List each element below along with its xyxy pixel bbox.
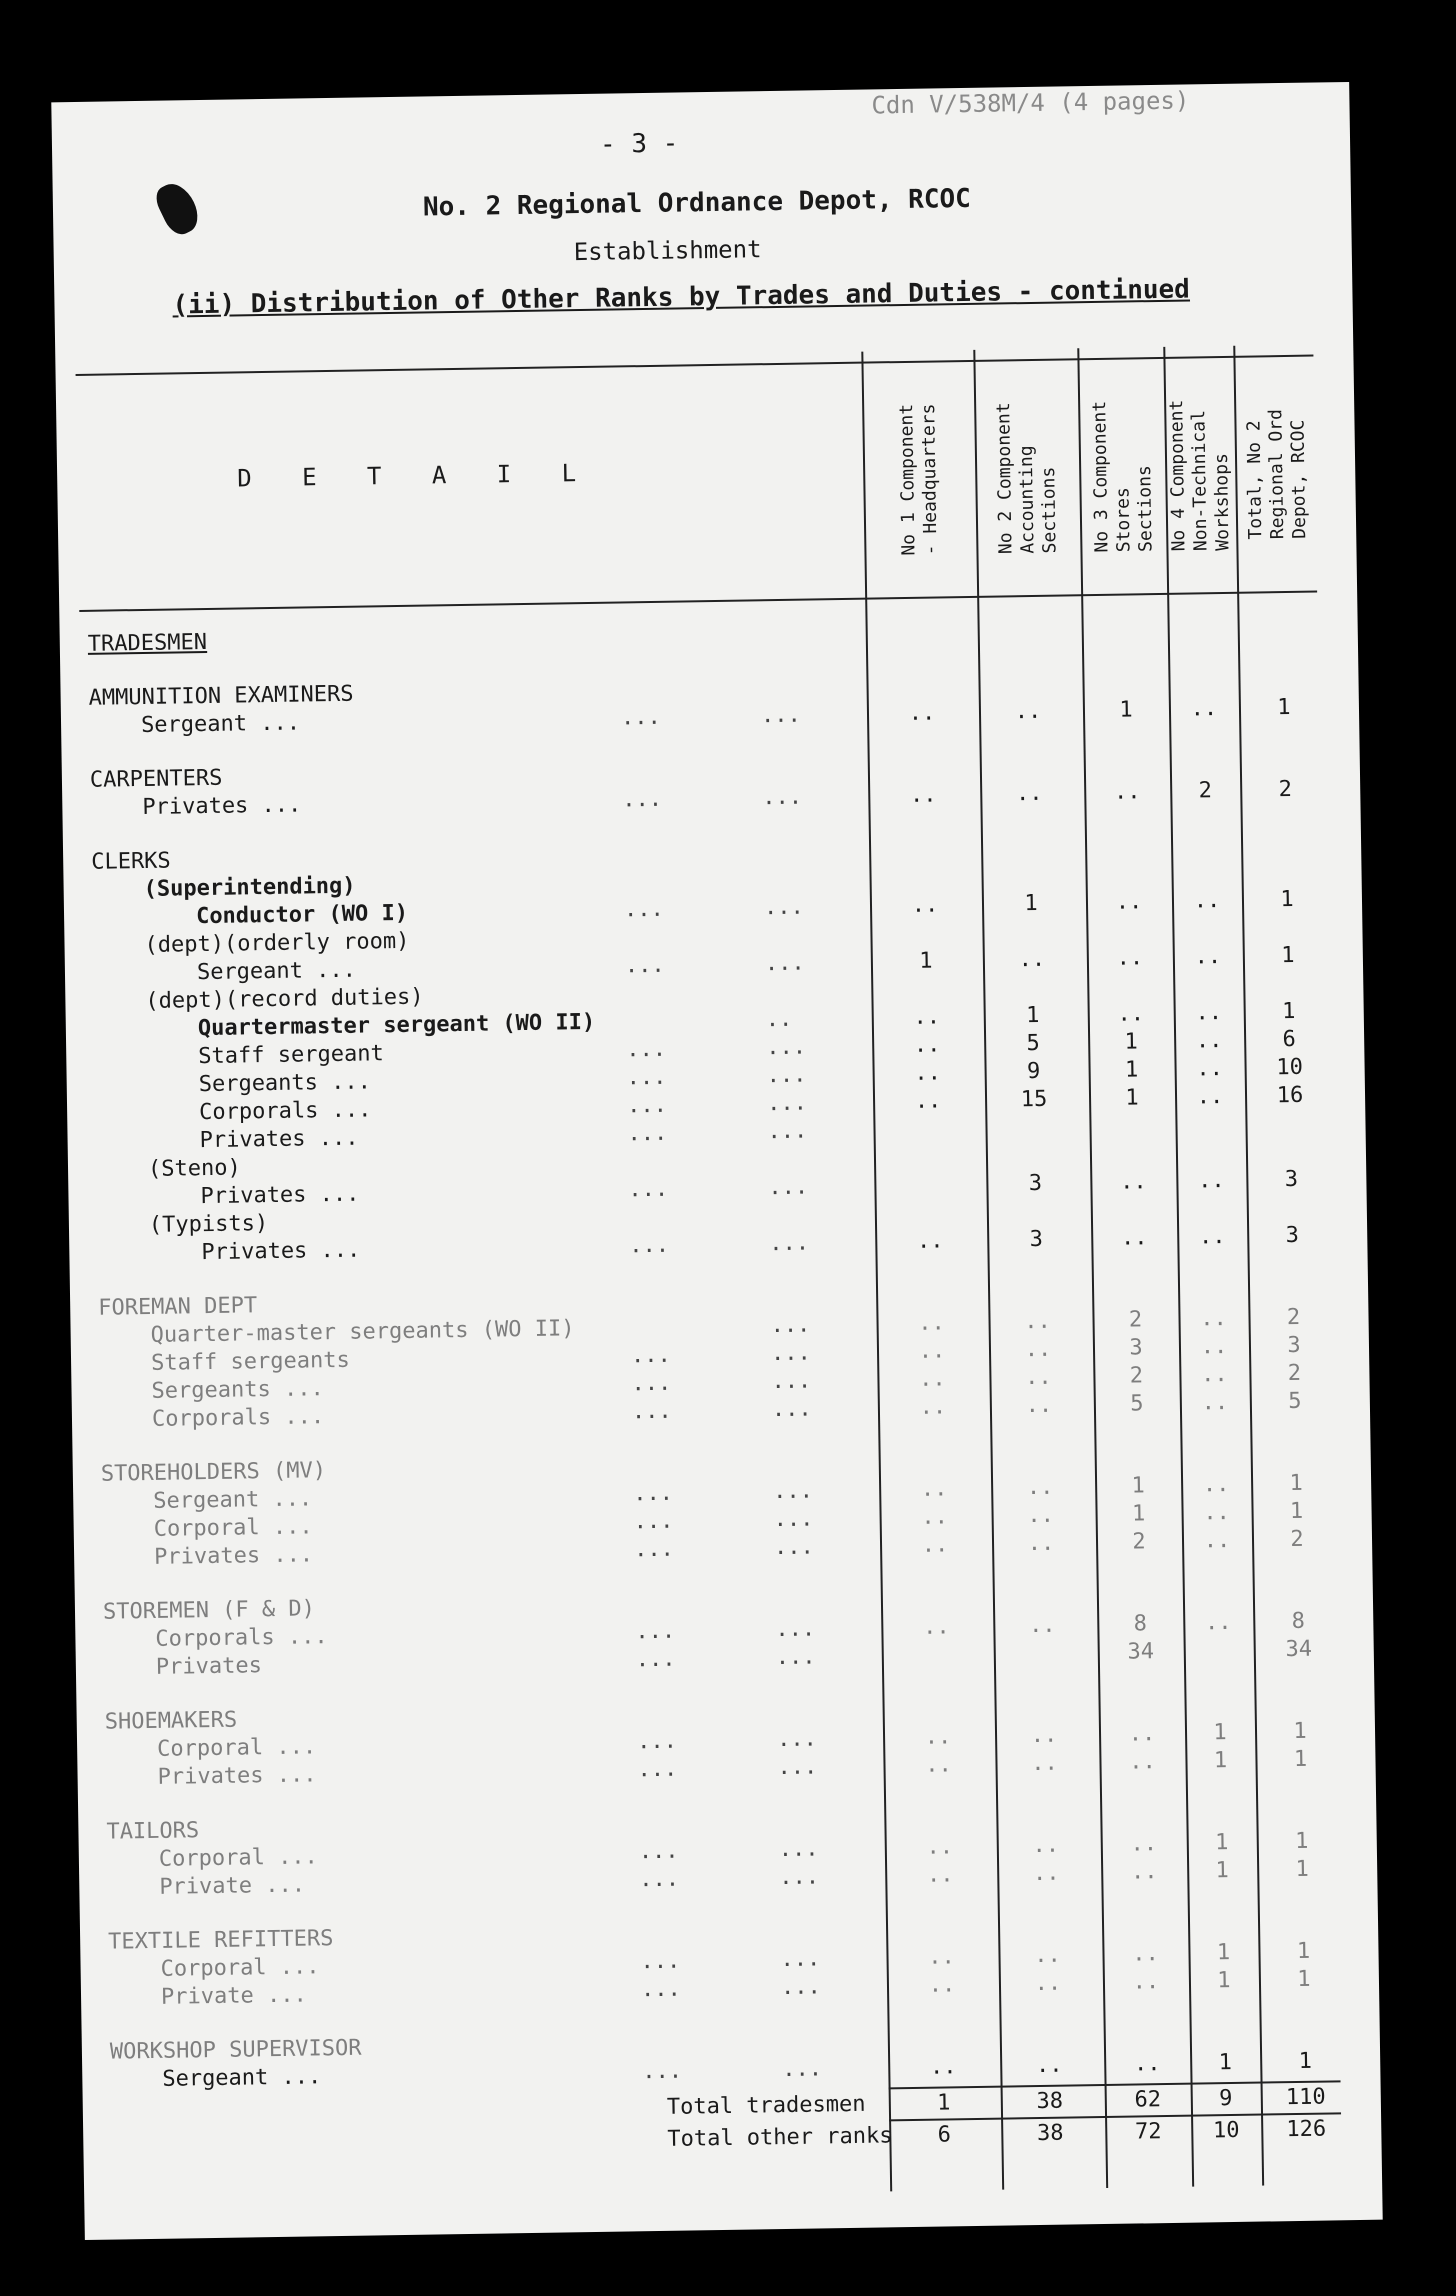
leader-dots: .. [765,1006,793,1033]
cell-c1: .. [911,892,939,918]
leader-dots: ... [637,1756,678,1783]
cell-c1: .. [916,1228,944,1254]
cell-c2: 3 [1028,1170,1043,1197]
cell-c3: .. [1120,1225,1148,1251]
row-label: Staff sergeants [150,1347,350,1376]
row-label: SHOEMAKERS [104,1707,238,1735]
cell-c2: .. [1027,1502,1055,1529]
cell-c3: 34 [1127,1639,1155,1665]
cell-c1: .. [918,1338,946,1364]
row-label: AMMUNITION EXAMINERS [88,681,354,711]
cell-c4: 1 [1215,1858,1230,1884]
cell-c5: 3 [1285,1222,1300,1249]
leader-dots: ... [775,1616,816,1643]
row-label: (dept)(record duties) [145,984,424,1014]
cell-c2: 9 [1026,1058,1041,1085]
cell-c4: .. [1195,1028,1223,1054]
row-label: Privates ... [200,1181,360,1210]
cell-c2: .. [1024,1336,1052,1363]
cell-c4: 1 [1217,1968,1231,1994]
cell-c4: .. [1200,1306,1227,1332]
section-heading: (ii) Distribution of Other Ranks by Trades and Duties - continued [172,274,1191,321]
cell-c3: .. [1115,889,1143,915]
totals-cell-c5: 110 [1285,2084,1326,2111]
leader-dots: ... [631,1398,672,1425]
totals-cell-c4: 10 [1212,2117,1240,2144]
cell-c2: .. [1032,1860,1060,1887]
cell-c5: 1 [1295,1856,1310,1882]
cell-c2: .. [1032,1832,1060,1859]
cell-c3: 1 [1119,697,1133,723]
row-label: Conductor (WO I) [195,900,409,930]
leader-dots: ... [642,2058,683,2085]
leader-dots: ... [633,1508,674,1535]
cell-c5: 8 [1291,1608,1306,1635]
cell-c4: .. [1201,1390,1229,1416]
cell-c3: .. [1119,1169,1147,1195]
cell-c5: 16 [1276,1082,1304,1109]
row-label: Corporal ... [158,1844,319,1872]
totals-label: Total tradesmen [666,2091,866,2120]
leader-dots: ... [771,1396,812,1423]
leader-dots: ... [624,952,665,979]
row-label: STOREMEN (F & D) [102,1596,316,1625]
leader-dots: ... [627,1120,668,1147]
cell-c4: .. [1196,1056,1224,1082]
cell-c5: 1 [1298,2048,1313,2074]
row-label: Sergeant ... [153,1486,313,1514]
cell-c3: 1 [1125,1085,1139,1111]
cell-c4: .. [1193,888,1221,914]
cell-c1: .. [926,1862,954,1888]
cell-c1: .. [922,1614,950,1640]
cell-c3: .. [1113,779,1141,805]
cell-c4: .. [1195,1000,1223,1026]
cell-c5: 1 [1293,1718,1307,1745]
leader-dots: ... [776,1726,818,1753]
row-label: Sergeant ... [162,2064,322,2092]
cell-c3: .. [1130,1859,1158,1885]
row-label: TAILORS [106,1818,200,1845]
leader-dots: ... [622,786,663,813]
row-label: (Superintending) [143,873,356,902]
leader-dots: ... [630,1342,671,1369]
row-label: Quartermaster sergeant (WO II) [197,1009,596,1042]
cell-c4: 1 [1218,2050,1233,2076]
leader-dots: ... [769,1230,810,1257]
cell-c5: 2 [1286,1304,1301,1331]
cell-c2: .. [1026,1474,1054,1501]
totals-cell-c1: 1 [937,2090,951,2116]
cell-c3: .. [1117,1001,1145,1027]
leader-dots: ... [633,1480,674,1507]
cell-c5: 2 [1290,1526,1304,1553]
cell-c2: .. [1025,1392,1053,1419]
column-header-c5: Total, No 2 Regional Ord Depot, RCOC [1243,408,1311,540]
row-label: Sergeants ... [198,1069,372,1098]
cell-c2: .. [1034,1942,1061,1969]
leader-dots: ... [620,704,661,731]
row-label: STOREHOLDERS (MV) [100,1458,327,1487]
cell-c2: .. [1015,780,1043,807]
leader-dots: ... [766,1034,807,1061]
column-header-c2: No 2 Component Accounting Sections [993,402,1061,555]
leader-dots: ... [626,1036,667,1063]
cell-c1: .. [909,782,937,808]
document-title: No. 2 Regional Ordnance Depot, RCOC [422,183,972,223]
leader-dots: ... [762,784,803,811]
cell-c4: .. [1190,696,1218,722]
cell-c2: .. [1030,1722,1058,1749]
leader-dots: ... [770,1340,811,1367]
cell-c1: .. [926,1834,954,1860]
cell-c5: 1 [1277,694,1291,721]
cell-c2: .. [1031,1750,1058,1777]
leader-dots: ... [763,894,804,921]
cell-c2: .. [1035,2052,1063,2079]
row-label: Sergeant ... [196,957,357,986]
row-label: Corporal ... [156,1734,317,1762]
cell-c2: .. [1028,1612,1056,1639]
cell-c5: 1 [1289,1498,1304,1525]
cell-c2: 5 [1026,1030,1041,1057]
cell-c1: .. [918,1310,946,1336]
cell-c3: .. [1130,1831,1158,1857]
cell-c4: .. [1194,944,1222,970]
cell-c4: .. [1204,1609,1232,1636]
cell-c3: .. [1133,2051,1161,2077]
row-label: Privates ... [153,1542,314,1570]
cell-c3: .. [1132,1941,1159,1967]
cell-c4: .. [1202,1471,1230,1498]
leader-dots: ... [777,1754,818,1781]
row-label: (dept)(orderly room) [144,928,410,958]
leader-dots: ... [780,1974,821,2001]
leader-dots: ... [770,1312,811,1339]
cell-c5: 3 [1284,1166,1299,1193]
cell-c4: .. [1197,1168,1225,1194]
cell-c1: .. [920,1476,948,1502]
row-label: TRADESMEN [87,629,208,657]
row-label: (Typists) [148,1211,269,1238]
totals-cell-c3: 62 [1134,2087,1162,2113]
cell-c2: .. [1014,698,1042,725]
row-label: Corporals ... [151,1404,325,1432]
row-label: Private ... [159,1872,306,1900]
cell-c3: .. [1129,1749,1156,1775]
row-label: CLERKS [91,848,171,875]
cell-c3: 1 [1124,1057,1139,1083]
row-label: Sergeants ... [151,1376,324,1404]
cell-c4: 2 [1198,778,1213,804]
row-label: TEXTILE REFITTERS [107,1926,334,1955]
totals-cell-c5: 126 [1286,2116,1327,2143]
page-number: - 3 - [599,128,679,160]
cell-c1: .. [929,2054,957,2080]
cell-c1: .. [928,1944,955,1970]
totals-label: Total other ranks [667,2123,893,2152]
cell-c3: 2 [1129,1363,1144,1389]
leader-dots: ... [631,1370,672,1397]
cell-c2: .. [1024,1364,1052,1391]
cell-c2: .. [1018,946,1046,973]
cell-c5: 1 [1294,1828,1309,1855]
cell-c2: 1 [1025,1002,1040,1029]
cell-c5: 6 [1282,1026,1296,1053]
totals-cell-c1: 6 [937,2122,952,2148]
cell-c1: .. [914,1060,942,1086]
cell-c1: .. [919,1366,946,1392]
cell-c4: 1 [1213,1720,1227,1746]
cell-c3: 2 [1128,1307,1143,1333]
cell-c5: 1 [1296,1938,1311,1964]
row-label: Privates ... [201,1237,361,1266]
column-header-c1: No 1 Component - Headquarters [896,403,942,556]
leader-dots: ... [636,1728,678,1755]
cell-c2: 1 [1024,890,1038,917]
cell-c3: 8 [1133,1611,1148,1637]
row-label: Quarter-master sergeants (WO II) [150,1316,575,1348]
cell-c4: .. [1200,1362,1228,1388]
header-bottom-rule [79,591,1317,612]
cell-c3: .. [1116,945,1144,971]
document-reference: Cdn V/538M/4 (4 pages) [871,86,1190,120]
cell-c5: 1 [1281,998,1296,1025]
totals-cell-c2: 38 [1036,2120,1064,2147]
cell-c4: .. [1196,1084,1224,1110]
leader-dots: ... [764,950,805,977]
leader-dots: ... [633,1536,675,1563]
row-label: Staff sergeant [198,1041,384,1070]
cell-c3: 1 [1131,1473,1145,1499]
cell-c5: 1 [1289,1470,1303,1497]
row-label: Corporals ... [155,1624,328,1652]
cell-c5: 1 [1280,886,1294,913]
totals-cell-c4: 9 [1218,2086,1233,2112]
cell-c4: 1 [1216,1940,1231,1966]
leader-dots: ... [626,1092,668,1119]
cell-c3: .. [1128,1721,1156,1747]
cell-c2: .. [1034,1970,1062,1997]
row-label: Private ... [160,1982,307,2010]
row-label: CARPENTERS [89,765,223,793]
cell-c3: .. [1132,1969,1160,1995]
leader-dots: ... [628,1176,669,1203]
leader-dots: ... [768,1174,809,1201]
cell-c5: 1 [1293,1746,1308,1773]
leader-dots: ... [773,1506,814,1533]
cell-c5: 2 [1287,1360,1302,1387]
document-page [51,82,1382,2240]
row-label: Privates [155,1653,263,1680]
leader-dots: ... [780,1946,821,1973]
leader-dots: ... [635,1618,676,1645]
row-label: FOREMAN DEPT [98,1293,258,1321]
row-label: WORKSHOP SUPERVISOR [109,2035,362,2065]
cell-c1: .. [921,1504,949,1530]
leader-dots: ... [767,1118,808,1145]
cell-c2: 3 [1029,1226,1044,1253]
column-header-c4: No 4 Component Non-Technical Workshops [1166,399,1234,552]
cell-c3: 5 [1130,1391,1144,1417]
cell-c1: 1 [919,948,933,974]
ink-blot [151,178,204,240]
cell-c1: .. [921,1532,949,1558]
cell-c4: .. [1203,1499,1231,1526]
cell-c4: .. [1203,1527,1231,1554]
row-label: Corporal ... [153,1514,313,1542]
cell-c3: 1 [1124,1029,1139,1055]
leader-dots: ... [771,1368,812,1395]
cell-c5: 3 [1287,1332,1301,1359]
cell-c3: 2 [1132,1529,1146,1555]
row-label: Privates ... [157,1762,317,1790]
cell-c2: .. [1027,1530,1055,1557]
cell-c4: .. [1200,1334,1228,1360]
leader-dots: ... [760,702,801,729]
totals-cell-c3: 72 [1134,2119,1162,2145]
leader-dots: ... [626,1064,667,1091]
table-row [60,612,1358,660]
row-label: Corporal ... [160,1954,320,1982]
leader-dots: ... [640,1976,681,2003]
leader-dots: ... [773,1478,814,1505]
cell-c1: .. [913,1004,941,1030]
cell-c5: 5 [1288,1388,1302,1415]
column-header-detail: D E T A I L [236,458,595,493]
cell-c4: 1 [1213,1748,1228,1774]
cell-c5: 1 [1281,942,1295,969]
leader-dots: ... [782,2056,823,2083]
cell-c1: .. [913,1032,941,1058]
cell-c4: 1 [1214,1830,1229,1856]
row-label: Corporals ... [198,1097,372,1126]
row-label: Sergeant ... [140,710,301,738]
column-header-c3: No 3 Component Stores Sections [1089,400,1157,553]
leader-dots: ... [775,1644,816,1671]
leader-dots: ... [779,1864,820,1891]
cell-c5: 34 [1285,1636,1313,1663]
leader-dots: ... [766,1090,808,1117]
leader-dots: ... [638,1838,679,1865]
document-subtitle: Establishment [573,235,762,267]
leader-dots: ... [629,1232,670,1259]
cell-c1: .. [919,1394,947,1420]
cell-c4: .. [1198,1224,1226,1250]
cell-c2: .. [1024,1308,1052,1335]
cell-c5: 2 [1278,776,1293,803]
cell-c1: .. [925,1752,952,1778]
cell-c3: 3 [1129,1335,1143,1361]
cell-c5: 10 [1276,1054,1304,1081]
leader-dots: ... [640,1948,681,1975]
cell-c1: .. [924,1724,952,1750]
row-label: (Steno) [147,1155,241,1182]
leader-dots: ... [773,1534,815,1561]
cell-c5: 1 [1297,1966,1311,1992]
row-label: Privates ... [199,1125,359,1154]
leader-dots: ... [766,1062,807,1089]
totals-cell-c2: 38 [1036,2088,1064,2115]
leader-dots: ... [778,1836,819,1863]
leader-dots: ... [639,1866,680,1893]
leader-dots: ... [635,1646,676,1673]
row-label: Privates ... [142,792,302,820]
cell-c2: 15 [1020,1086,1048,1113]
cell-c1: .. [928,1972,956,1998]
cell-c1: .. [914,1088,942,1114]
cell-c1: .. [908,700,936,726]
cell-c3: 1 [1131,1501,1146,1527]
leader-dots: ... [623,896,664,923]
